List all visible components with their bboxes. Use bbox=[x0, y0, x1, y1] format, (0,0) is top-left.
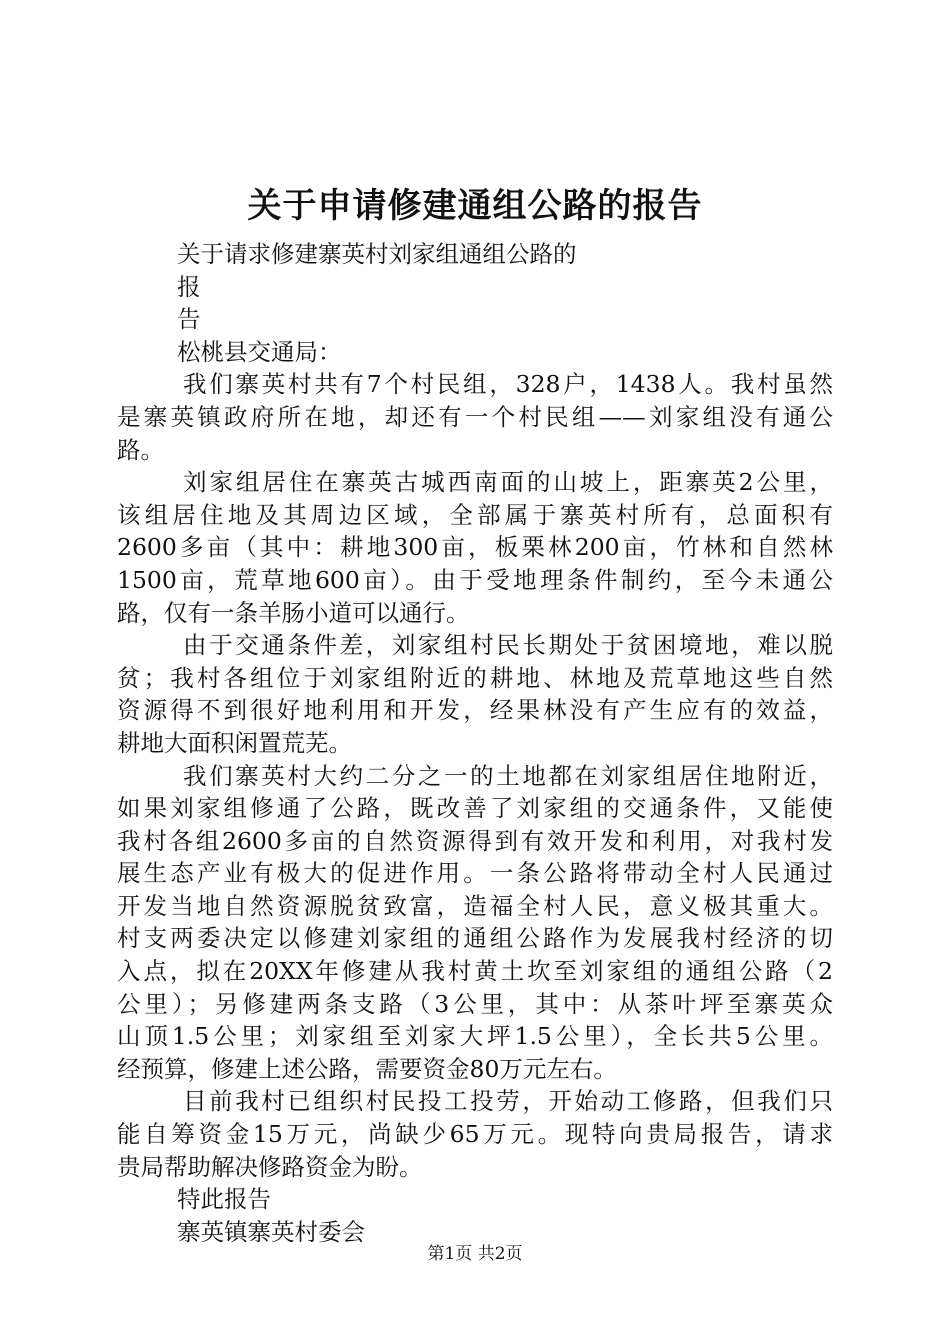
paragraph-line: 经预算，修建上述公路，需要资金80万元左右。 bbox=[117, 1054, 617, 1083]
paragraph-line: 耕地大面积闲置荒芜。 bbox=[117, 728, 352, 757]
paragraph-line: 如果刘家组修通了公路，既改善了刘家组的交通条件，又能使 bbox=[117, 794, 833, 823]
paragraph-line: 入点，拟在20XX年修建从我村黄土坎至刘家组的通组公路（2 bbox=[117, 957, 833, 986]
subtitle-line: 关于请求修建寨英村刘家组通组公路的 bbox=[177, 240, 577, 268]
paragraph-line: 村支两委决定以修建刘家组的通组公路作为发展我村经济的切 bbox=[117, 924, 833, 953]
paragraph-line: 能自筹资金15万元，尚缺少65万元。现特向贵局报告，请求 bbox=[117, 1120, 833, 1149]
paragraph-line: 刘家组居住在寨英古城西南面的山坡上，距寨英2公里， bbox=[183, 468, 833, 497]
paragraph-line: 1500亩，荒草地600亩）。由于受地理条件制约，至今未通公 bbox=[117, 565, 833, 594]
salutation: 松桃县交通局： bbox=[177, 337, 342, 366]
paragraph-line: 开发当地自然资源脱贫致富，造福全村人民，意义极其重大。 bbox=[117, 891, 833, 920]
paragraph-line: 山顶1.5公里；刘家组至刘家大坪1.5公里），全长共5公里。 bbox=[117, 1022, 833, 1051]
paragraph-line: 贫；我村各组位于刘家组附近的耕地、林地及荒草地这些自然 bbox=[117, 663, 833, 692]
subtitle-line: 报 bbox=[177, 272, 201, 301]
paragraph-line: 目前我村已组织村民投工投劳，开始动工修路，但我们只 bbox=[183, 1087, 833, 1116]
paragraph-line: 展生态产业有极大的促进作用。一条公路将带动全村人民通过 bbox=[117, 859, 833, 888]
paragraph-line: 路。 bbox=[117, 435, 164, 464]
document-body bbox=[117, 238, 833, 1248]
paragraph-line: 贵局帮助解决修路资金为盼。 bbox=[117, 1152, 423, 1181]
paragraph-line: 我村各组2600多亩的自然资源得到有效开发和利用，对我村发 bbox=[117, 826, 833, 855]
subtitle-line: 告 bbox=[177, 305, 201, 334]
paragraph-line: 该组居住地及其周边区域，全部属于寨英村所有，总面积有 bbox=[117, 500, 833, 529]
paragraph-line: 我们寨英村大约二分之一的土地都在刘家组居住地附近， bbox=[183, 761, 833, 790]
paragraph-line: 是寨英镇政府所在地，却还有一个村民组——刘家组没有通公 bbox=[117, 402, 833, 431]
page-footer: 第1页 共2页 bbox=[427, 1244, 523, 1264]
paragraph-line: 公里）；另修建两条支路（3公里，其中：从茶叶坪至寨英众 bbox=[117, 989, 833, 1018]
closing-line: 特此报告 bbox=[177, 1185, 271, 1214]
paragraph-line: 2600多亩（其中：耕地300亩，板栗林200亩，竹林和自然林 bbox=[117, 533, 833, 562]
document-title: 关于申请修建通组公路的报告 bbox=[247, 186, 703, 226]
paragraph-line: 我们寨英村共有7个村民组，328户，1438人。我村虽然 bbox=[183, 370, 833, 399]
paragraph-line: 由于交通条件差，刘家组村民长期处于贫困境地，难以脱 bbox=[183, 631, 833, 660]
paragraph-line: 路，仅有一条羊肠小道可以通行。 bbox=[117, 598, 470, 627]
signature-line: 寨英镇寨英村委会 bbox=[177, 1217, 365, 1246]
paragraph-line: 资源得不到很好地利用和开发，经果林没有产生应有的效益， bbox=[117, 696, 833, 725]
